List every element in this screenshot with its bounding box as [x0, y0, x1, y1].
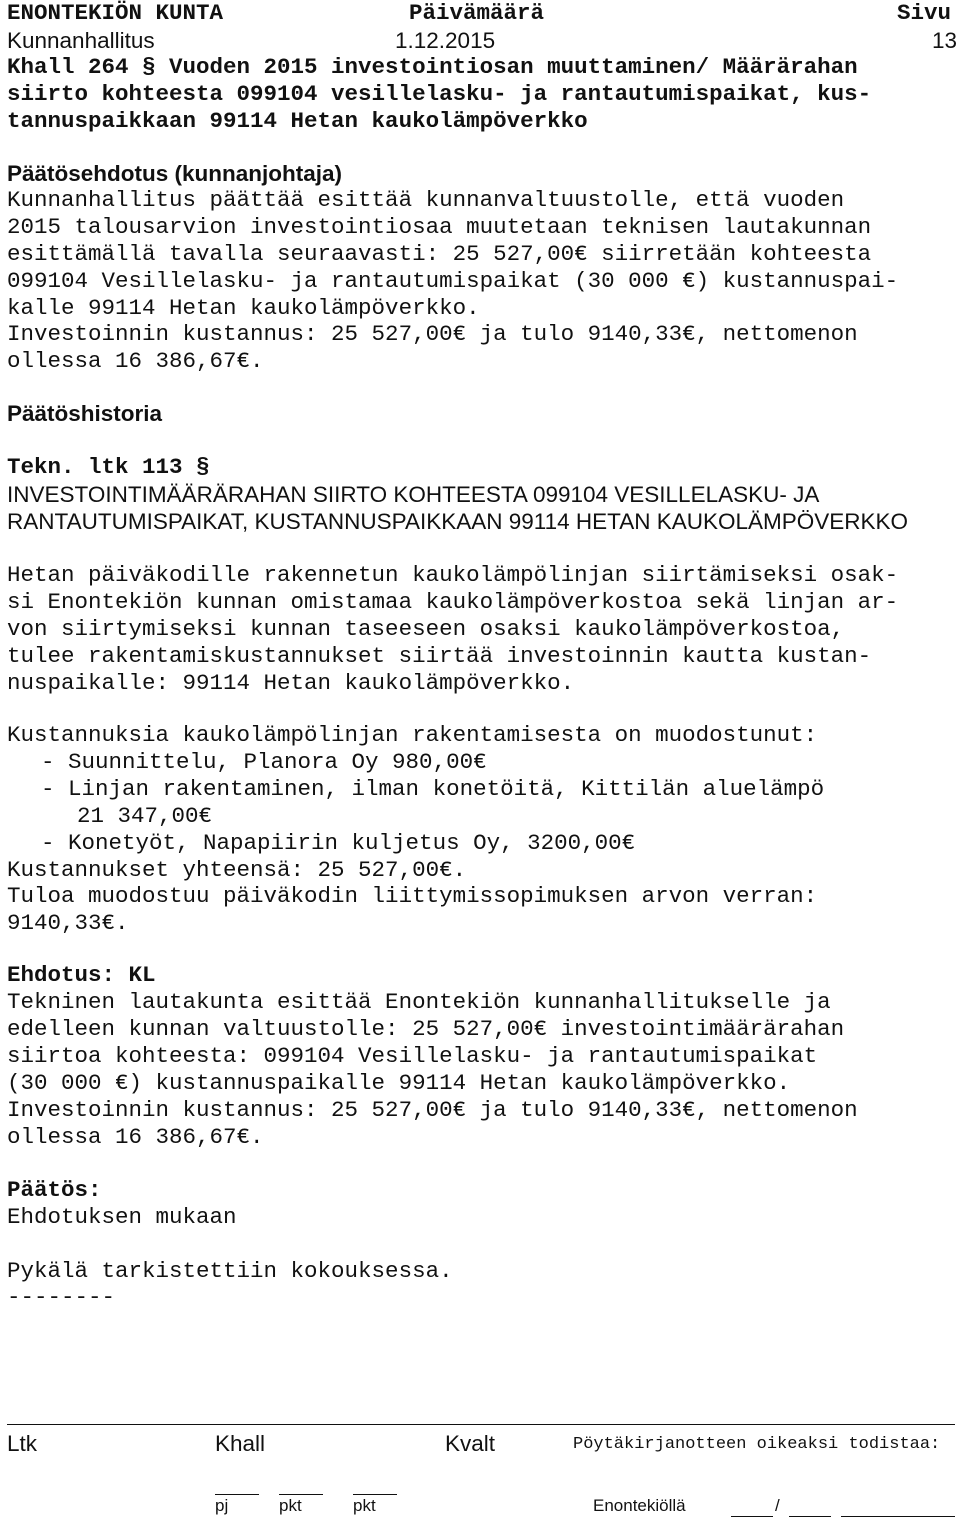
history-reference: Tekn. ltk 113 § — [7, 454, 210, 480]
document-header — [7, 0, 958, 54]
footer-ltk: Ltk — [7, 1431, 38, 1456]
date-month-line — [789, 1516, 831, 1517]
footer-place: Enontekiöllä — [593, 1496, 686, 1515]
cost-item: - Suunnittelu, Planora Oy 980,00€ — [41, 749, 487, 775]
history-subject-line-1: INVESTOINTIMÄÄRÄRAHAN SIIRTO KOHTEESTA 099104 VESILLELASKU- JA — [7, 482, 820, 507]
meeting-date: 1.12.2015 — [395, 28, 496, 53]
income-line: Tuloa muodostuu päiväkodin liittymissopimuksen arvon verran: — [7, 883, 818, 909]
footer-pkt: pkt — [353, 1496, 376, 1515]
history-subject-line-2: RANTAUTUMISPAIKAT, KUSTANNUSPAIKKAAN 99114 HETAN KAUKOLÄMPÖVERKKO — [7, 509, 909, 534]
end-dashes: -------- — [7, 1284, 116, 1310]
footer-khall: Khall — [215, 1431, 266, 1456]
committee-proposal-line: Investoinnin kustannus: 25 527,00€ ja tulo 9140,33€, nettomenon — [7, 1097, 858, 1123]
history-paragraph-line: si Enontekiön kunnan omistamaa kaukolämpöverkostoa sekä linjan ar- — [7, 589, 899, 615]
history-paragraph-line: Hetan päiväkodille rakennetun kaukolämpölinjan siirtämiseksi osak- — [7, 562, 899, 588]
footer-divider — [7, 1424, 955, 1425]
history-heading: Päätöshistoria — [7, 401, 163, 426]
cost-item-amount: 21 347,00€ — [77, 803, 213, 829]
committee-proposal-heading: Ehdotus: KL — [7, 962, 156, 988]
footer-pkt: pkt — [279, 1496, 302, 1515]
proposal-line: esittämällä tavalla seuraavasti: 25 527,00€ siirretään kohteesta — [7, 241, 872, 267]
committee-proposal-line: (30 000 €) kustannuspaikalle 99114 Hetan kaukolämpöverkko. — [7, 1070, 791, 1096]
history-paragraph-line: tulee rakentamiskustannukset siirtää investoinnin kautta kustan- — [7, 643, 872, 669]
committee-proposal-line: Tekninen lautakunta esittää Enontekiön kunnanhallitukselle ja — [7, 989, 831, 1015]
proposal-heading: Päätösehdotus (kunnanjohtaja) — [7, 161, 343, 186]
committee-proposal-line: edelleen kunnan valtuustolle: 25 527,00€ investointimäärärahan — [7, 1016, 845, 1042]
page-label: Sivu — [897, 0, 952, 26]
section-title-line-3: tannuspaikkaan 99114 Hetan kaukolämpöverkko — [7, 108, 588, 134]
income-amount: 9140,33€. — [7, 910, 129, 936]
proposal-line: 2015 talousarvion investointiosaa muutetaan teknisen lautakunnan — [7, 214, 872, 240]
cost-item: - Linjan rakentaminen, ilman konetöitä, Kittilän aluelämpö — [41, 776, 825, 802]
org-name: ENONTEKIÖN KUNTA — [7, 0, 224, 26]
decision-heading: Päätös: — [7, 1177, 102, 1203]
decision-text: Ehdotuksen mukaan — [7, 1204, 237, 1230]
proposal-line: ollessa 16 386,67€. — [7, 348, 264, 374]
cost-item: - Konetyöt, Napapiirin kuljetus Oy, 3200,00€ — [41, 830, 636, 856]
proposal-line: 099104 Vesillelasku- ja rantautumispaikat (30 000 €) kustannuspai- — [7, 268, 899, 294]
date-day-line — [731, 1516, 773, 1517]
proposal-line: Investoinnin kustannus: 25 527,00€ ja tulo 9140,33€, nettomenon — [7, 321, 858, 347]
body-name: Kunnanhallitus — [7, 28, 155, 53]
date-signature-line — [841, 1516, 955, 1517]
section-title-line-1: Khall 264 § Vuoden 2015 investointiosan muuttaminen/ Määrärahan — [7, 54, 858, 80]
costs-total: Kustannukset yhteensä: 25 527,00€. — [7, 857, 467, 883]
review-note: Pykälä tarkistettiin kokouksessa. — [7, 1258, 453, 1284]
committee-proposal-line: siirtoa kohteesta: 099104 Vesillelasku- ja rantautumispaikat — [7, 1043, 818, 1069]
certification-label: Pöytäkirjanotteen oikeaksi todistaa: — [573, 1435, 941, 1454]
page-number: 13 — [932, 28, 958, 53]
committee-proposal-line: ollessa 16 386,67€. — [7, 1124, 264, 1150]
date-label: Päivämäärä — [409, 0, 545, 26]
proposal-line: kalle 99114 Hetan kaukolämpöverkko. — [7, 295, 480, 321]
footer-pj: pj — [215, 1496, 229, 1515]
date-separator: / — [775, 1496, 780, 1515]
section-title-line-2: siirto kohteesta 099104 vesillelasku- ja rantautumispaikat, kus- — [7, 81, 872, 107]
proposal-line: Kunnanhallitus päättää esittää kunnanvaltuustolle, että vuoden — [7, 187, 845, 213]
costs-intro: Kustannuksia kaukolämpölinjan rakentamisesta on muodostunut: — [7, 722, 818, 748]
history-paragraph-line: von siirtymiseksi kunnan taseeseen osaksi kaukolämpöverkostoa, — [7, 616, 845, 642]
footer-kvalt: Kvalt — [445, 1431, 496, 1456]
history-paragraph-line: nuspaikalle: 99114 Hetan kaukolämpöverkko. — [7, 670, 575, 696]
